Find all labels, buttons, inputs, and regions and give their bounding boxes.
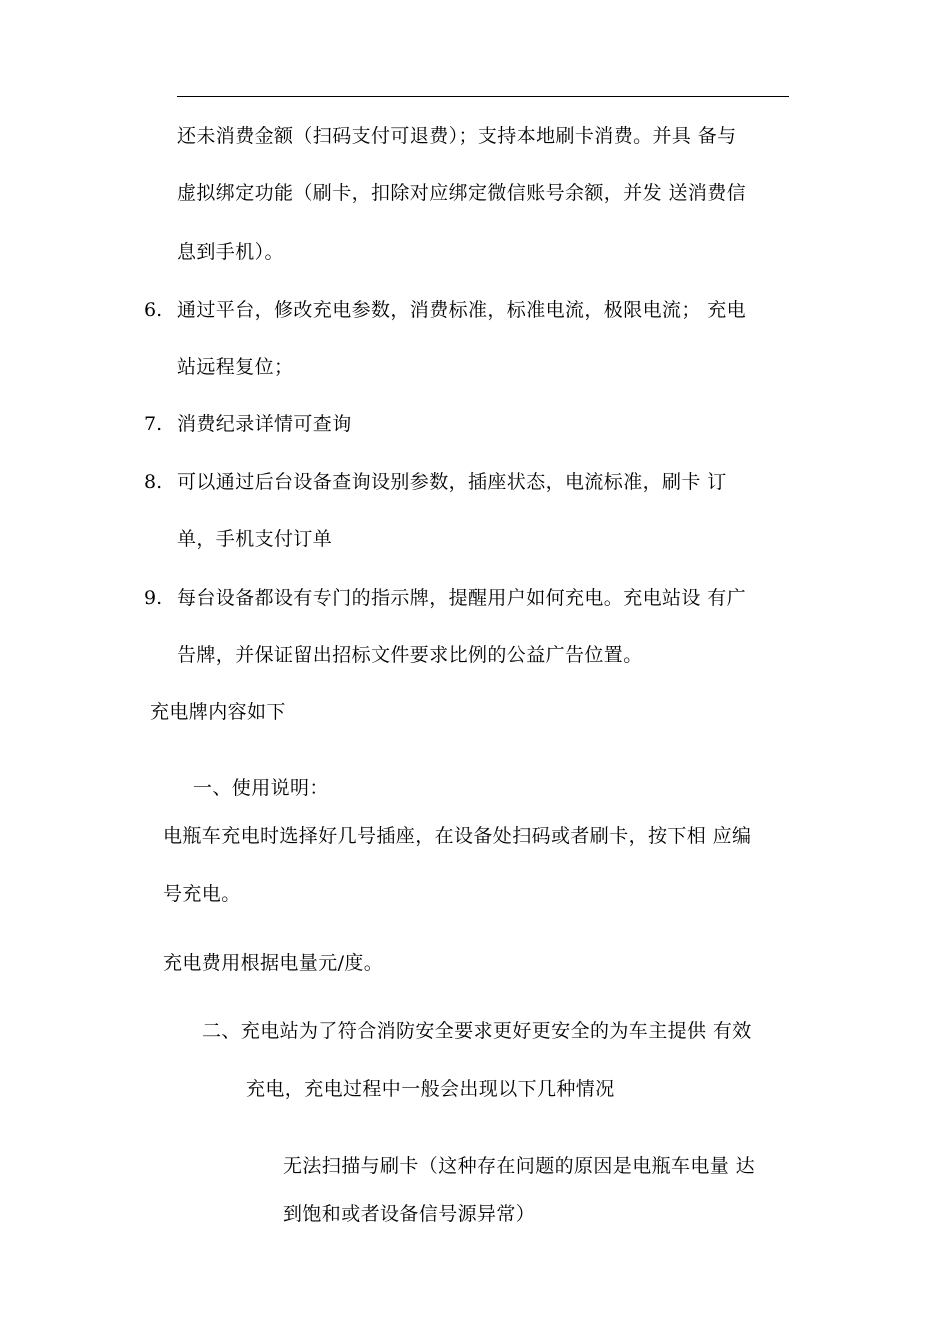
list-number: 6.: [144, 299, 163, 321]
section-heading: 充电牌内容如下: [150, 701, 286, 723]
list-number: 8.: [144, 471, 163, 493]
list-item-text: 通过平台，修改充电参数，消费标准，标准电流，极限电流； 充电: [177, 299, 747, 321]
subsection-heading: 二、充电站为了符合消防安全要求更好更安全的为车主提供 有效: [202, 1020, 752, 1042]
paragraph-line: 到饱和或者设备信号源异常）: [283, 1203, 536, 1225]
list-item-text: 单，手机支付订单: [177, 528, 333, 550]
paragraph-line: 电瓶车充电时选择好几号插座，在设备处扫码或者刷卡，按下相 应编: [163, 825, 752, 847]
subsection-heading: 一、使用说明：: [193, 777, 329, 799]
list-item-text: 站远程复位；: [177, 356, 294, 378]
text-line: 还未消费金额（扫码支付可退费）；支持本地刷卡消费。并具 备与: [177, 125, 737, 147]
text-line: 虚拟绑定功能（刷卡，扣除对应绑定微信账号余额，并发 送消费信: [177, 182, 747, 204]
header-rule: [177, 96, 789, 97]
paragraph-line: 无法扫描与刷卡（这种存在问题的原因是电瓶车电量 达: [283, 1155, 756, 1177]
paragraph-line: 充电费用根据电量元/度。: [163, 952, 384, 974]
list-item-text: 告牌，并保证留出招标文件要求比例的公益广告位置。: [177, 644, 643, 666]
list-number: 9.: [144, 587, 163, 609]
text-line: 息到手机）。: [177, 241, 284, 263]
list-item-text: 可以通过后台设备查询设别参数，插座状态，电流标准，刷卡 订: [177, 471, 727, 493]
list-item-text: 每台设备都设有专门的指示牌，提醒用户如何充电。充电站设 有广: [177, 587, 747, 609]
paragraph-line: 号充电。: [163, 883, 241, 905]
subsection-heading: 充电，充电过程中一般会出现以下几种情况: [246, 1078, 615, 1100]
list-number: 7.: [144, 413, 163, 435]
list-item-text: 消费纪录详情可查询: [177, 413, 352, 435]
